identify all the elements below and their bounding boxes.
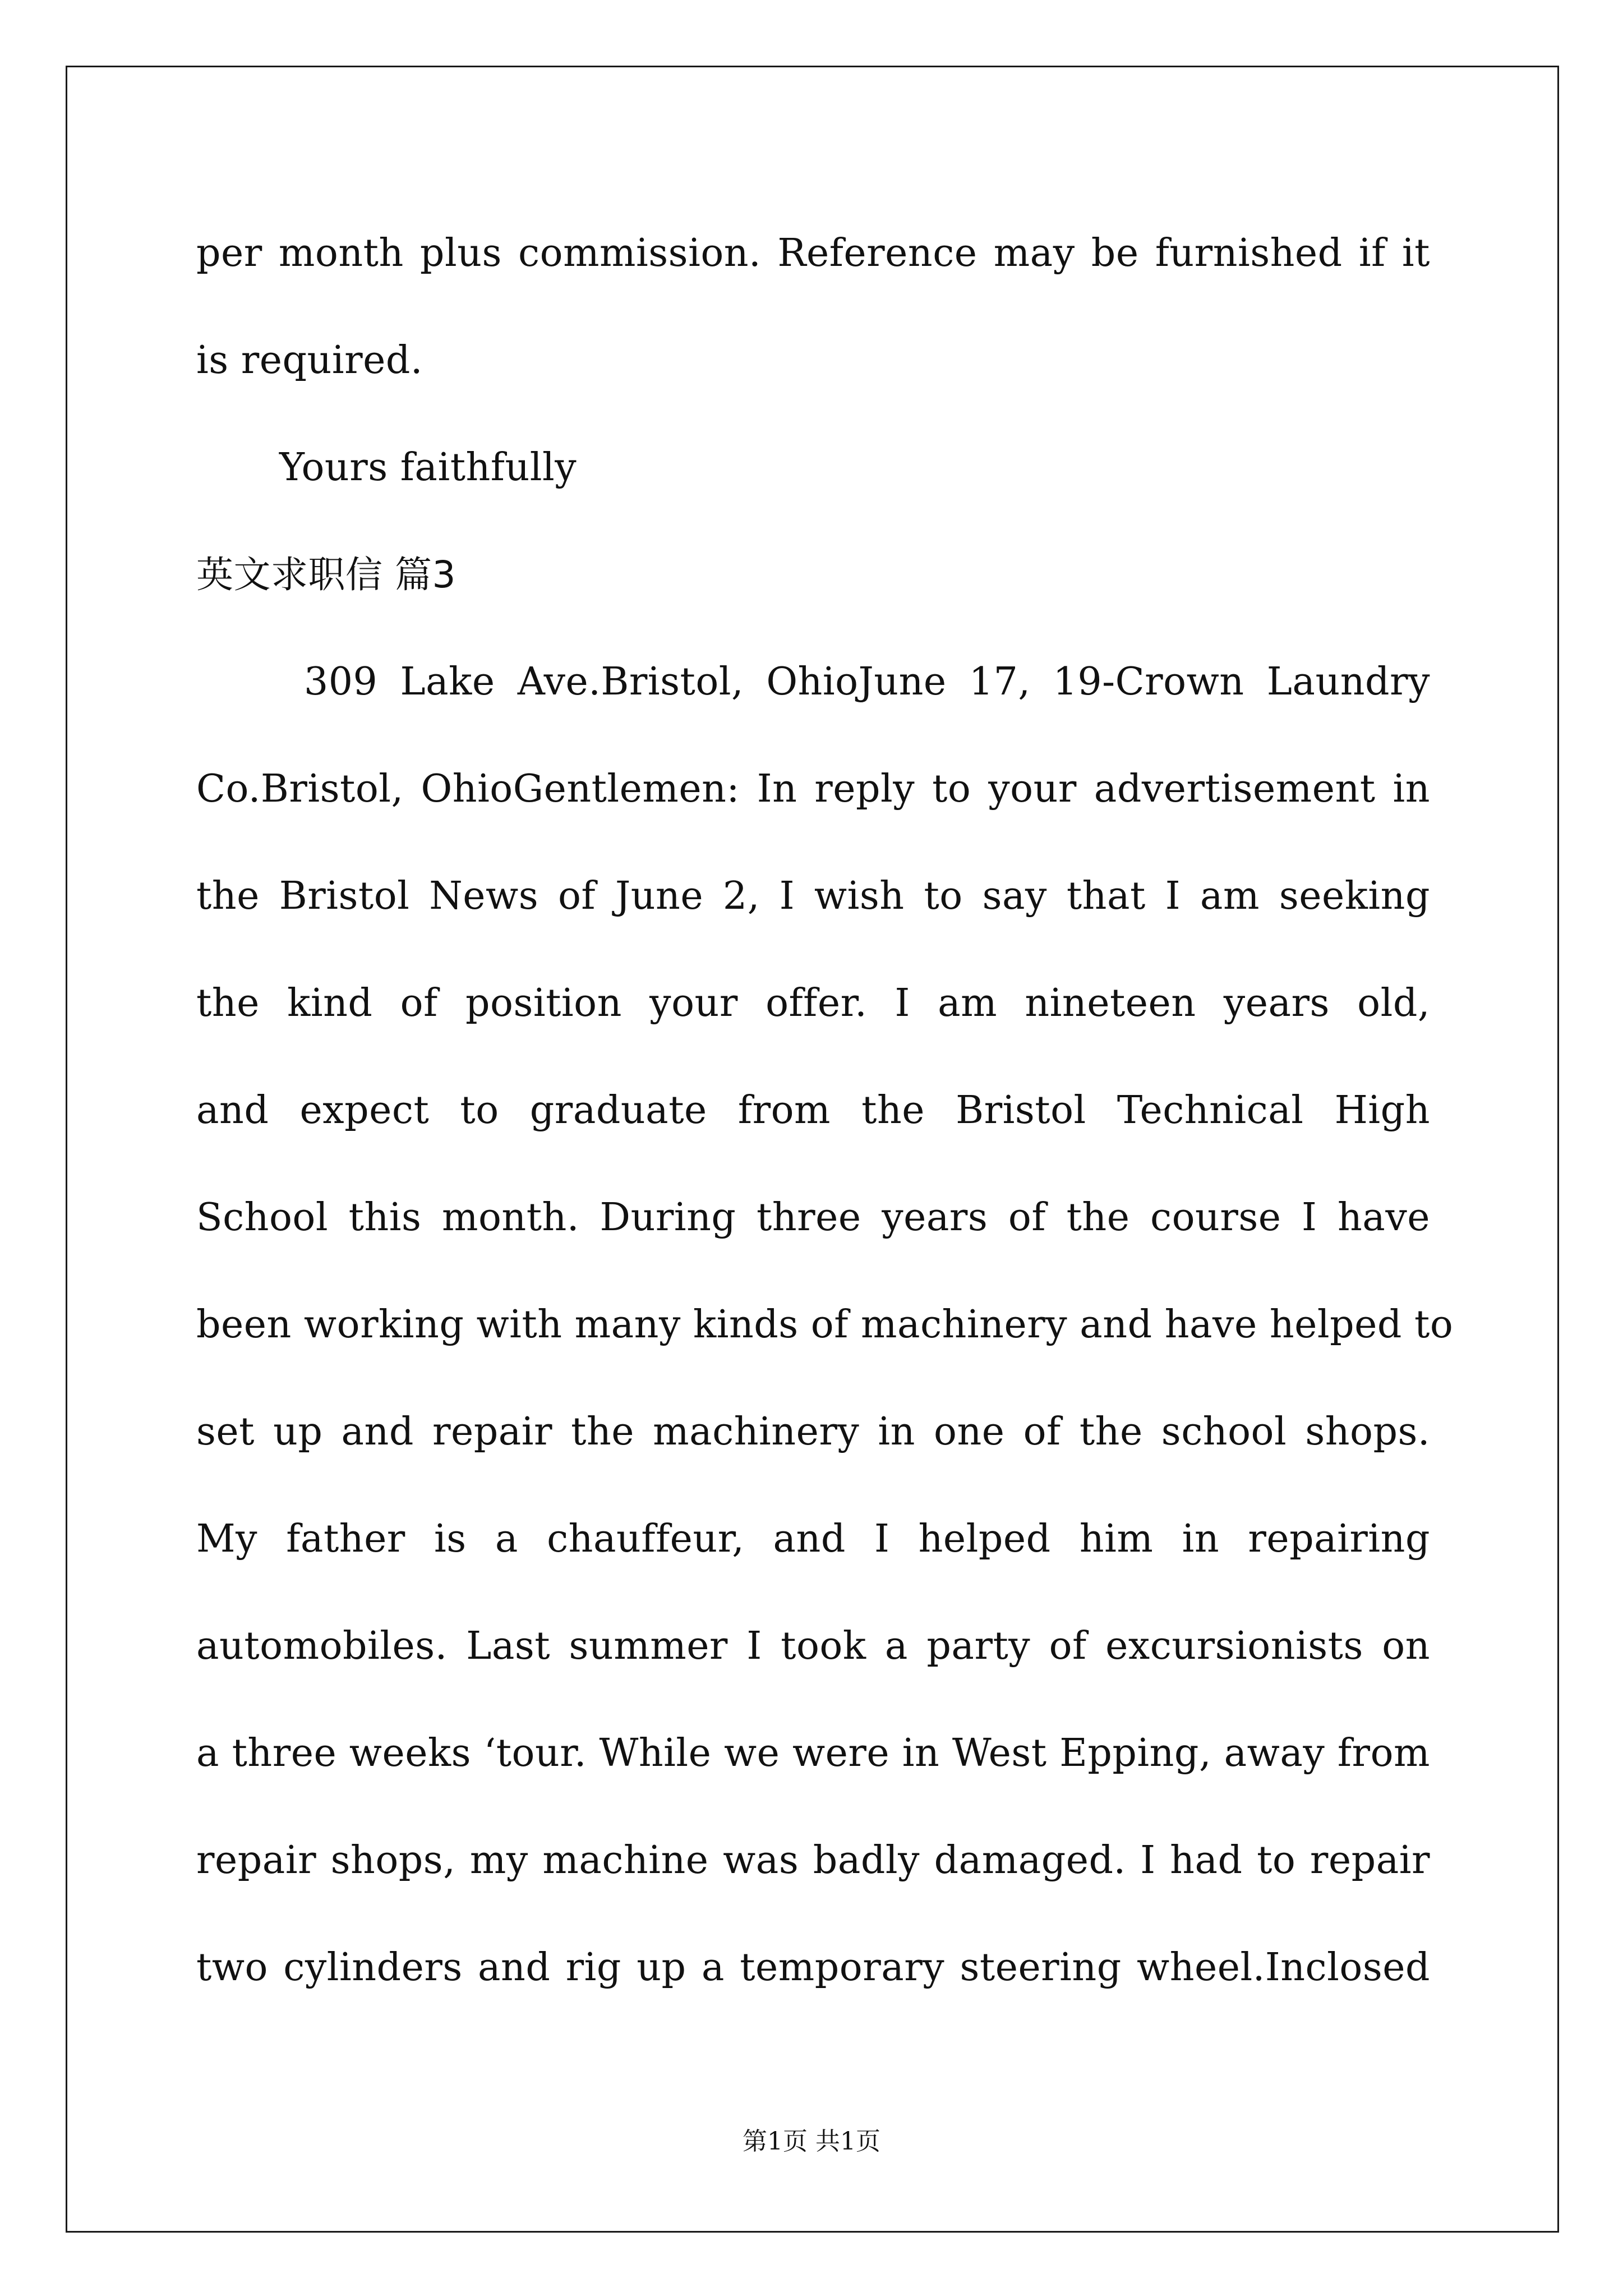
body-line: per month plus commission. Reference may be furnished if it [196, 231, 1430, 275]
body-line: School this month. During three years of the course I have [196, 1195, 1430, 1240]
body-line: the Bristol News of June 2, I wish to say that I am seeking [196, 874, 1430, 918]
body-line: and expect to graduate from the Bristol Technical High [196, 1088, 1430, 1133]
body-line: set up and repair the machinery in one of the school shops. [196, 1410, 1430, 1454]
body-line: been working with many kinds of machinery and have helped to [196, 1303, 1454, 1347]
body-line: 309 Lake Ave.Bristol, OhioJune 17, 19-Crown Laundry [304, 660, 1430, 704]
body-line: two cylinders and rig up a temporary steering wheel.Inclosed [196, 1945, 1430, 1990]
body-line: repair shops, my machine was badly damaged. I had to repair [196, 1838, 1430, 1883]
closing-salutation: Yours faithfully [279, 445, 577, 490]
page-number-footer: 第1页 共1页 [743, 2127, 880, 2156]
body-line: My father is a chauffeur, and I helped him in repairing [196, 1517, 1430, 1561]
body-line: is required. [196, 338, 423, 383]
body-line: automobiles. Last summer I took a party of excursionists on [196, 1624, 1430, 1668]
section-heading: 英文求职信 篇3 [196, 553, 456, 596]
body-line: the kind of position your offer. I am nineteen years old, [196, 981, 1430, 1025]
body-line: a three weeks ‘tour. While we were in West Epping, away from [196, 1731, 1430, 1775]
page-border [66, 66, 1559, 2233]
body-line: Co.Bristol, OhioGentlemen: In reply to your advertisement in [196, 767, 1430, 811]
